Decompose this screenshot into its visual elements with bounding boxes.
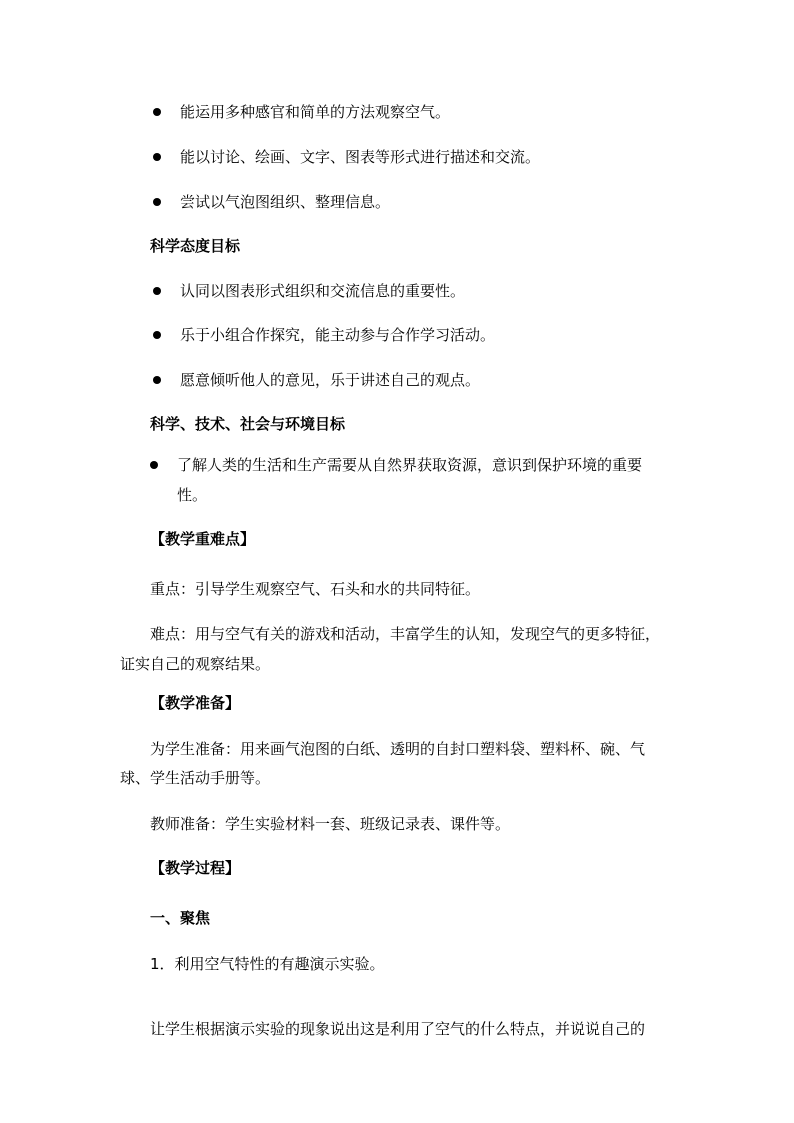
step-item: 1．利用空气特性的有趣演示实验。 [150, 955, 385, 973]
section-heading: 一、聚焦 [150, 909, 211, 927]
bullet-icon [153, 198, 161, 206]
bullet-icon [153, 108, 161, 116]
difficulty-line2: 证实自己的观察结果。 [120, 655, 271, 673]
attitude-item: 认同以图表形式组织和交流信息的重要性。 [180, 282, 466, 300]
bullet-icon [153, 287, 161, 295]
stse-heading: 科学、技术、社会与环境目标 [150, 415, 346, 433]
step-description: 让学生根据演示实验的现象说出这是利用了空气的什么特点，并说说自己的 [150, 1020, 646, 1038]
difficulty-line1: 难点：用与空气有关的游戏和活动，丰富学生的认知，发现空气的更多特征， [150, 625, 661, 643]
teacher-prep: 教师准备：学生实验材料一套、班级记录表、课件等。 [150, 815, 511, 833]
focus-text: 重点：引导学生观察空气、石头和水的共同特征。 [150, 580, 481, 598]
attitude-item: 乐于小组合作探究，能主动参与合作学习活动。 [180, 326, 496, 344]
ability-item: 能运用多种感官和简单的方法观察空气。 [180, 103, 451, 121]
attitude-item: 愿意倾听他人的意见，乐于讲述自己的观点。 [180, 371, 481, 389]
bullet-icon [150, 461, 158, 469]
students-prep-line1: 为学生准备：用来画气泡图的白纸、透明的自封口塑料袋、塑料杯、碗、气 [150, 740, 646, 758]
ability-item: 尝试以气泡图组织、整理信息。 [180, 193, 391, 211]
key-points-heading: 【教学重难点】 [150, 530, 256, 548]
stse-item-line2: 性。 [177, 486, 208, 504]
students-prep-line2: 球、学生活动手册等。 [120, 769, 271, 787]
bullet-icon [153, 153, 161, 161]
attitude-heading: 科学态度目标 [150, 237, 241, 255]
ability-item: 能以讨论、绘画、文字、图表等形式进行描述和交流。 [180, 148, 541, 166]
process-heading: 【教学过程】 [150, 859, 241, 877]
preparation-heading: 【教学准备】 [150, 694, 241, 712]
stse-item-line1: 了解人类的生活和生产需要从自然界获取资源，意识到保护环境的重要 [177, 456, 643, 474]
bullet-icon [153, 331, 161, 339]
bullet-icon [153, 376, 161, 384]
